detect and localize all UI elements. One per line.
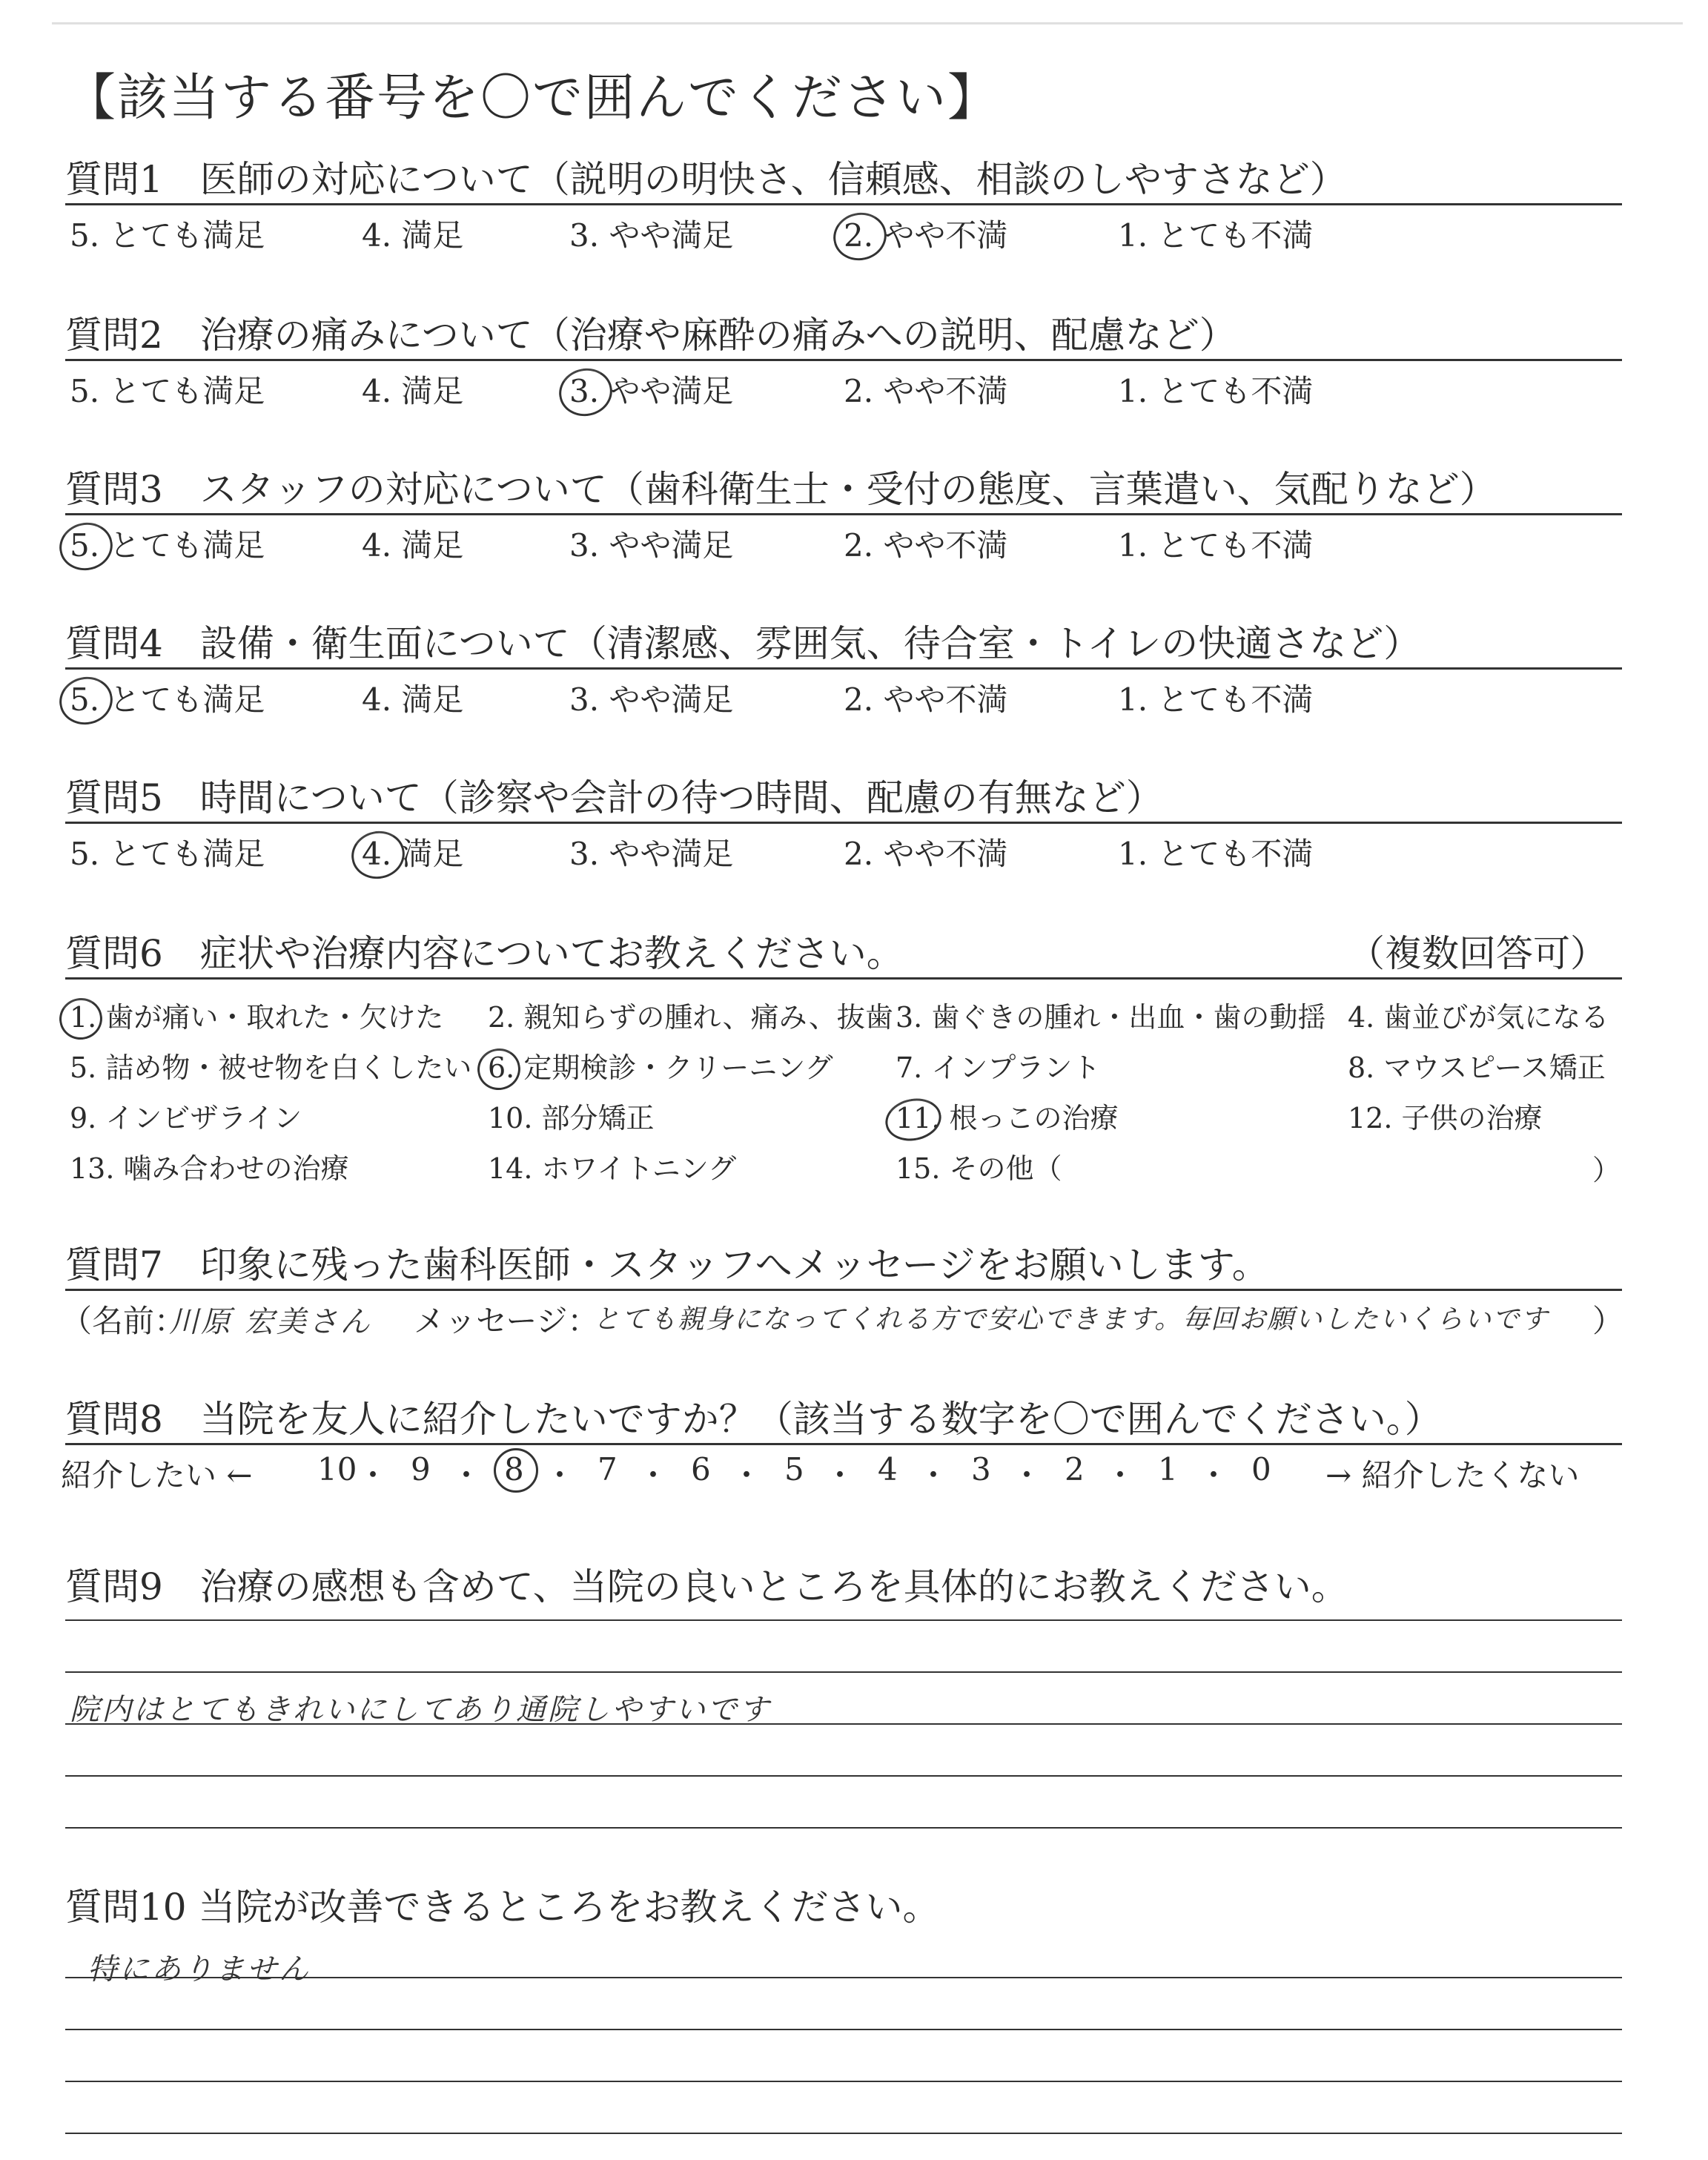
rating-label: とても不満 (1148, 836, 1314, 872)
symptom-option-5[interactable] (70, 1045, 471, 1086)
answer-line (65, 1619, 1622, 1621)
option-number: 13. (70, 1152, 115, 1185)
option-number: 2. (488, 1001, 515, 1034)
option-label: その他（ (940, 1152, 1062, 1185)
rating-option-3[interactable] (569, 521, 733, 566)
rating-option-5[interactable] (70, 211, 265, 256)
option-number: 1. (70, 1001, 96, 1034)
answer-line (65, 1775, 1622, 1777)
symptom-option-8[interactable] (1348, 1045, 1606, 1086)
rating-option-4[interactable] (362, 521, 463, 566)
rating-label: やや満足 (599, 373, 734, 409)
option-label: マウスピース矯正 (1374, 1051, 1606, 1084)
scale-value-2[interactable]: 2 (1065, 1451, 1085, 1487)
rating-label: やや不満 (873, 373, 1008, 409)
symptom-option-2[interactable] (488, 994, 893, 1035)
question-3-choices (65, 515, 1622, 563)
top-edge-rule (52, 22, 1683, 24)
rating-number: 1. (1118, 681, 1148, 718)
option-number: 10. (488, 1102, 533, 1135)
selection-circle (55, 672, 117, 730)
option-number: 6. (488, 1051, 514, 1084)
question-8 (61, 1396, 1622, 1497)
message-line (61, 1291, 1624, 1343)
rating-option-1[interactable] (1118, 676, 1313, 720)
scale-right-label: → 紹介したくない (1325, 1457, 1580, 1493)
option-label: インプラント (922, 1051, 1101, 1084)
rating-option-4[interactable] (362, 830, 463, 874)
symptom-option-3[interactable] (896, 994, 1325, 1035)
question-1-choices (65, 205, 1622, 253)
option-label: 定期検診・クリーニング (514, 1051, 833, 1084)
symptom-option-7[interactable] (896, 1045, 1100, 1086)
question-6 (65, 930, 1622, 1196)
question-6-title: 質問6 症状や治療内容についてお教えください。 (65, 932, 904, 975)
scale-separator: ・ (1198, 1457, 1230, 1493)
other-close-paren: ） (1592, 1154, 1621, 1186)
question-9 (65, 1563, 1622, 1845)
question-4-choices (65, 670, 1622, 717)
scale-separator: ・ (731, 1457, 763, 1493)
symptom-option-1[interactable] (70, 994, 443, 1035)
rating-number: 2. (844, 217, 873, 254)
name-open-label: （名前： (61, 1303, 186, 1339)
rating-number: 2. (844, 527, 874, 564)
scale-left-label: 紹介したい ← (61, 1457, 253, 1493)
rating-label: やや満足 (599, 527, 734, 564)
scale-separator: ・ (918, 1457, 950, 1493)
rating-option-1[interactable] (1118, 521, 1313, 566)
scale-value-5[interactable]: 5 (784, 1451, 804, 1487)
symptom-option-14[interactable] (488, 1146, 736, 1186)
rating-number: 2. (844, 836, 874, 872)
rating-option-5[interactable] (70, 830, 265, 874)
question-5 (65, 774, 1622, 871)
symptom-option-9[interactable] (70, 1095, 302, 1136)
message-label: メッセージ： (414, 1303, 599, 1339)
rating-label: とても不満 (1148, 217, 1314, 254)
option-label: 部分矯正 (532, 1102, 655, 1135)
rating-option-5[interactable] (70, 521, 265, 566)
rating-option-3[interactable] (569, 367, 733, 412)
option-label: 根っこの治療 (940, 1102, 1119, 1135)
option-label: 歯が痛い・取れた・欠けた (96, 1001, 444, 1034)
rating-number: 5. (70, 681, 99, 718)
question-3 (65, 466, 1622, 563)
option-label: 親知らずの腫れ、痛み、抜歯 (514, 1001, 893, 1034)
rating-number: 5. (70, 836, 100, 872)
rating-label: とても不満 (1148, 373, 1314, 409)
rating-number: 5. (70, 527, 99, 564)
answer-line (65, 1827, 1622, 1829)
option-number: 9. (70, 1102, 97, 1135)
rating-option-1[interactable] (1118, 830, 1313, 874)
selection-circle (494, 1448, 538, 1493)
rating-label: 満足 (391, 217, 464, 254)
option-label: 子供の治療 (1392, 1102, 1543, 1135)
rating-number: 1. (1118, 217, 1148, 254)
question-8-title: 質問8 当院を友人に紹介したいですか？（該当する数字を〇で囲んでください。） (65, 1398, 1442, 1441)
option-number: 5. (70, 1051, 97, 1084)
option-number: 15. (896, 1152, 941, 1185)
scale-separator: ・ (451, 1457, 483, 1493)
scale-value-8[interactable]: 8 (504, 1451, 524, 1487)
scale-value-7[interactable]: 7 (598, 1451, 618, 1487)
rating-label: やや満足 (599, 836, 734, 872)
rating-label: とても満足 (99, 527, 265, 564)
option-number: 11. (896, 1102, 940, 1135)
question-1-title: 質問1 医師の対応について（説明の明快さ、信頼感、相談のしやすさなど） (65, 158, 1347, 201)
question-7-title: 質問7 印象に残った歯科医師・スタッフへメッセージをお願いします。 (65, 1244, 1269, 1287)
rating-option-2[interactable] (844, 830, 1007, 874)
question-5-choices (65, 824, 1622, 871)
rating-label: 満足 (391, 681, 464, 718)
rating-number: 4. (362, 836, 391, 872)
question-9-title: 質問9 治療の感想も含めて、当院の良いところを具体的にお教えください。 (65, 1565, 1348, 1608)
rating-number: 1. (1118, 836, 1148, 872)
rating-number: 1. (1118, 527, 1148, 564)
answer-line (65, 2081, 1622, 2082)
respondent-name: 川原 宏美さん (169, 1305, 372, 1339)
question-4 (65, 620, 1622, 717)
rating-option-4[interactable] (362, 367, 463, 412)
option-number: 12. (1348, 1102, 1393, 1135)
scale-separator: ・ (544, 1457, 576, 1493)
scale-separator: ・ (1105, 1457, 1136, 1493)
rating-number: 2. (844, 373, 874, 409)
symptom-option-4[interactable] (1348, 994, 1609, 1035)
symptom-option-11[interactable] (896, 1095, 1119, 1136)
option-number: 8. (1348, 1051, 1375, 1084)
rating-option-4[interactable] (362, 211, 463, 256)
rating-label: 満足 (391, 527, 464, 564)
question-6-note: （複数回答可） (1348, 932, 1607, 975)
rating-option-2[interactable] (844, 676, 1007, 720)
selection-circle (881, 1094, 945, 1146)
scale-value-0[interactable]: 0 (1251, 1451, 1271, 1487)
rating-label: 満足 (391, 836, 464, 872)
form-header: 【該当する番号を〇で囲んでください】 (65, 69, 1000, 128)
scale-separator: ・ (638, 1457, 669, 1493)
selection-circle (55, 518, 117, 575)
answer-line (65, 2029, 1622, 2030)
rating-label: とても満足 (99, 373, 265, 409)
rating-number: 3. (569, 217, 600, 254)
rating-label: とても不満 (1148, 527, 1314, 564)
rating-label: やや満足 (599, 217, 734, 254)
option-label: 歯ぐきの腫れ・出血・歯の動揺 (922, 1001, 1326, 1034)
question-6-rule (65, 977, 1622, 980)
question-9-answer: 院内はとてもきれいにしてあり通院しやすいです (70, 1693, 771, 1727)
rating-option-1[interactable] (1118, 211, 1313, 256)
message-text: とても親身になってくれる方で安心できます。毎回お願いしたいくらいです (593, 1304, 1549, 1335)
selection-circle (347, 826, 409, 884)
rating-option-3[interactable] (569, 830, 733, 874)
rating-label: とても満足 (99, 836, 265, 872)
symptom-option-6[interactable] (488, 1045, 833, 1086)
referral-scale (61, 1445, 1622, 1497)
rating-option-4[interactable] (362, 676, 463, 720)
question-5-title: 質問5 時間について（診察や会計の待つ時間、配慮の有無など） (65, 776, 1163, 819)
scale-value-10[interactable]: 10 (317, 1451, 357, 1487)
rating-number: 4. (362, 681, 392, 718)
scale-value-3[interactable]: 3 (971, 1451, 991, 1487)
rating-label: やや不満 (873, 217, 1008, 254)
rating-label: とても満足 (99, 681, 265, 718)
rating-number: 5. (70, 373, 100, 409)
scale-separator: ・ (357, 1457, 389, 1493)
symptom-option-13[interactable] (70, 1146, 349, 1186)
rating-label: やや不満 (873, 681, 1008, 718)
rating-number: 4. (362, 373, 392, 409)
selection-circle (555, 363, 617, 421)
question-1 (65, 156, 1622, 253)
question-6-title-row (65, 930, 1622, 977)
option-number: 7. (896, 1051, 923, 1084)
option-label: 詰め物・被せ物を白くしたい (96, 1051, 472, 1084)
question-4-title: 質問4 設備・衛生面について（清潔感、雰囲気、待合室・トイレの快適さなど） (65, 622, 1421, 665)
rating-number: 3. (569, 527, 600, 564)
rating-label: とても満足 (99, 217, 265, 254)
question-2-title: 質問2 治療の痛みについて（治療や麻酔の痛みへの説明、配慮など） (65, 314, 1237, 357)
rating-option-2[interactable] (844, 521, 1007, 566)
rating-option-2[interactable] (844, 211, 1007, 256)
option-number: 3. (896, 1001, 923, 1034)
option-label: ホワイトニング (532, 1152, 737, 1185)
rating-number: 2. (844, 681, 874, 718)
rating-option-2[interactable] (844, 367, 1007, 412)
rating-number: 5. (70, 217, 100, 254)
scale-separator: ・ (1011, 1457, 1043, 1493)
rating-option-3[interactable] (569, 676, 733, 720)
rating-number: 3. (569, 373, 599, 409)
question-2-choices (65, 361, 1622, 409)
rating-number: 4. (362, 217, 392, 254)
scale-separator: ・ (824, 1457, 856, 1493)
rating-label: やや不満 (873, 836, 1008, 872)
rating-option-5[interactable] (70, 676, 265, 720)
symptom-option-15[interactable] (896, 1146, 1062, 1186)
rating-number: 4. (362, 527, 392, 564)
selection-circle (829, 208, 891, 265)
rating-number: 3. (569, 836, 600, 872)
option-label: 噛み合わせの治療 (114, 1152, 349, 1185)
scale-value-6[interactable]: 6 (691, 1451, 711, 1487)
symptom-option-10[interactable] (488, 1095, 655, 1136)
rating-option-3[interactable] (569, 211, 733, 256)
option-number: 4. (1348, 1001, 1375, 1034)
question-7 (61, 1241, 1624, 1343)
rating-label: とても不満 (1148, 681, 1314, 718)
message-close-paren: ） (1592, 1303, 1624, 1339)
option-label: 歯並びが気になる (1374, 1001, 1609, 1034)
scale-value-9[interactable]: 9 (411, 1451, 431, 1487)
rating-number: 3. (569, 681, 600, 718)
option-number: 14. (488, 1152, 533, 1185)
scale-value-1[interactable]: 1 (1158, 1451, 1178, 1487)
symptom-option-12[interactable] (1348, 1095, 1543, 1136)
question-3-title: 質問3 スタッフの対応について（歯科衛生士・受付の態度、言葉遣い、気配りなど） (65, 468, 1497, 511)
answer-line (65, 1671, 1622, 1673)
answer-line (65, 2133, 1622, 2134)
question-10-title: 質問10 当院が改善できるところをお教えください。 (65, 1886, 940, 1929)
rating-option-1[interactable] (1118, 367, 1313, 412)
question-6-options (65, 988, 1622, 1196)
scale-value-4[interactable]: 4 (878, 1451, 898, 1487)
question-10-answer: 特にありません (87, 1952, 311, 1986)
rating-label: やや満足 (599, 681, 734, 718)
rating-number: 1. (1118, 373, 1148, 409)
question-2 (65, 311, 1622, 409)
rating-label: 満足 (391, 373, 464, 409)
question-10 (65, 1883, 1622, 2158)
rating-option-5[interactable] (70, 367, 265, 412)
rating-label: やや不満 (873, 527, 1008, 564)
option-label: インビザライン (96, 1102, 302, 1135)
